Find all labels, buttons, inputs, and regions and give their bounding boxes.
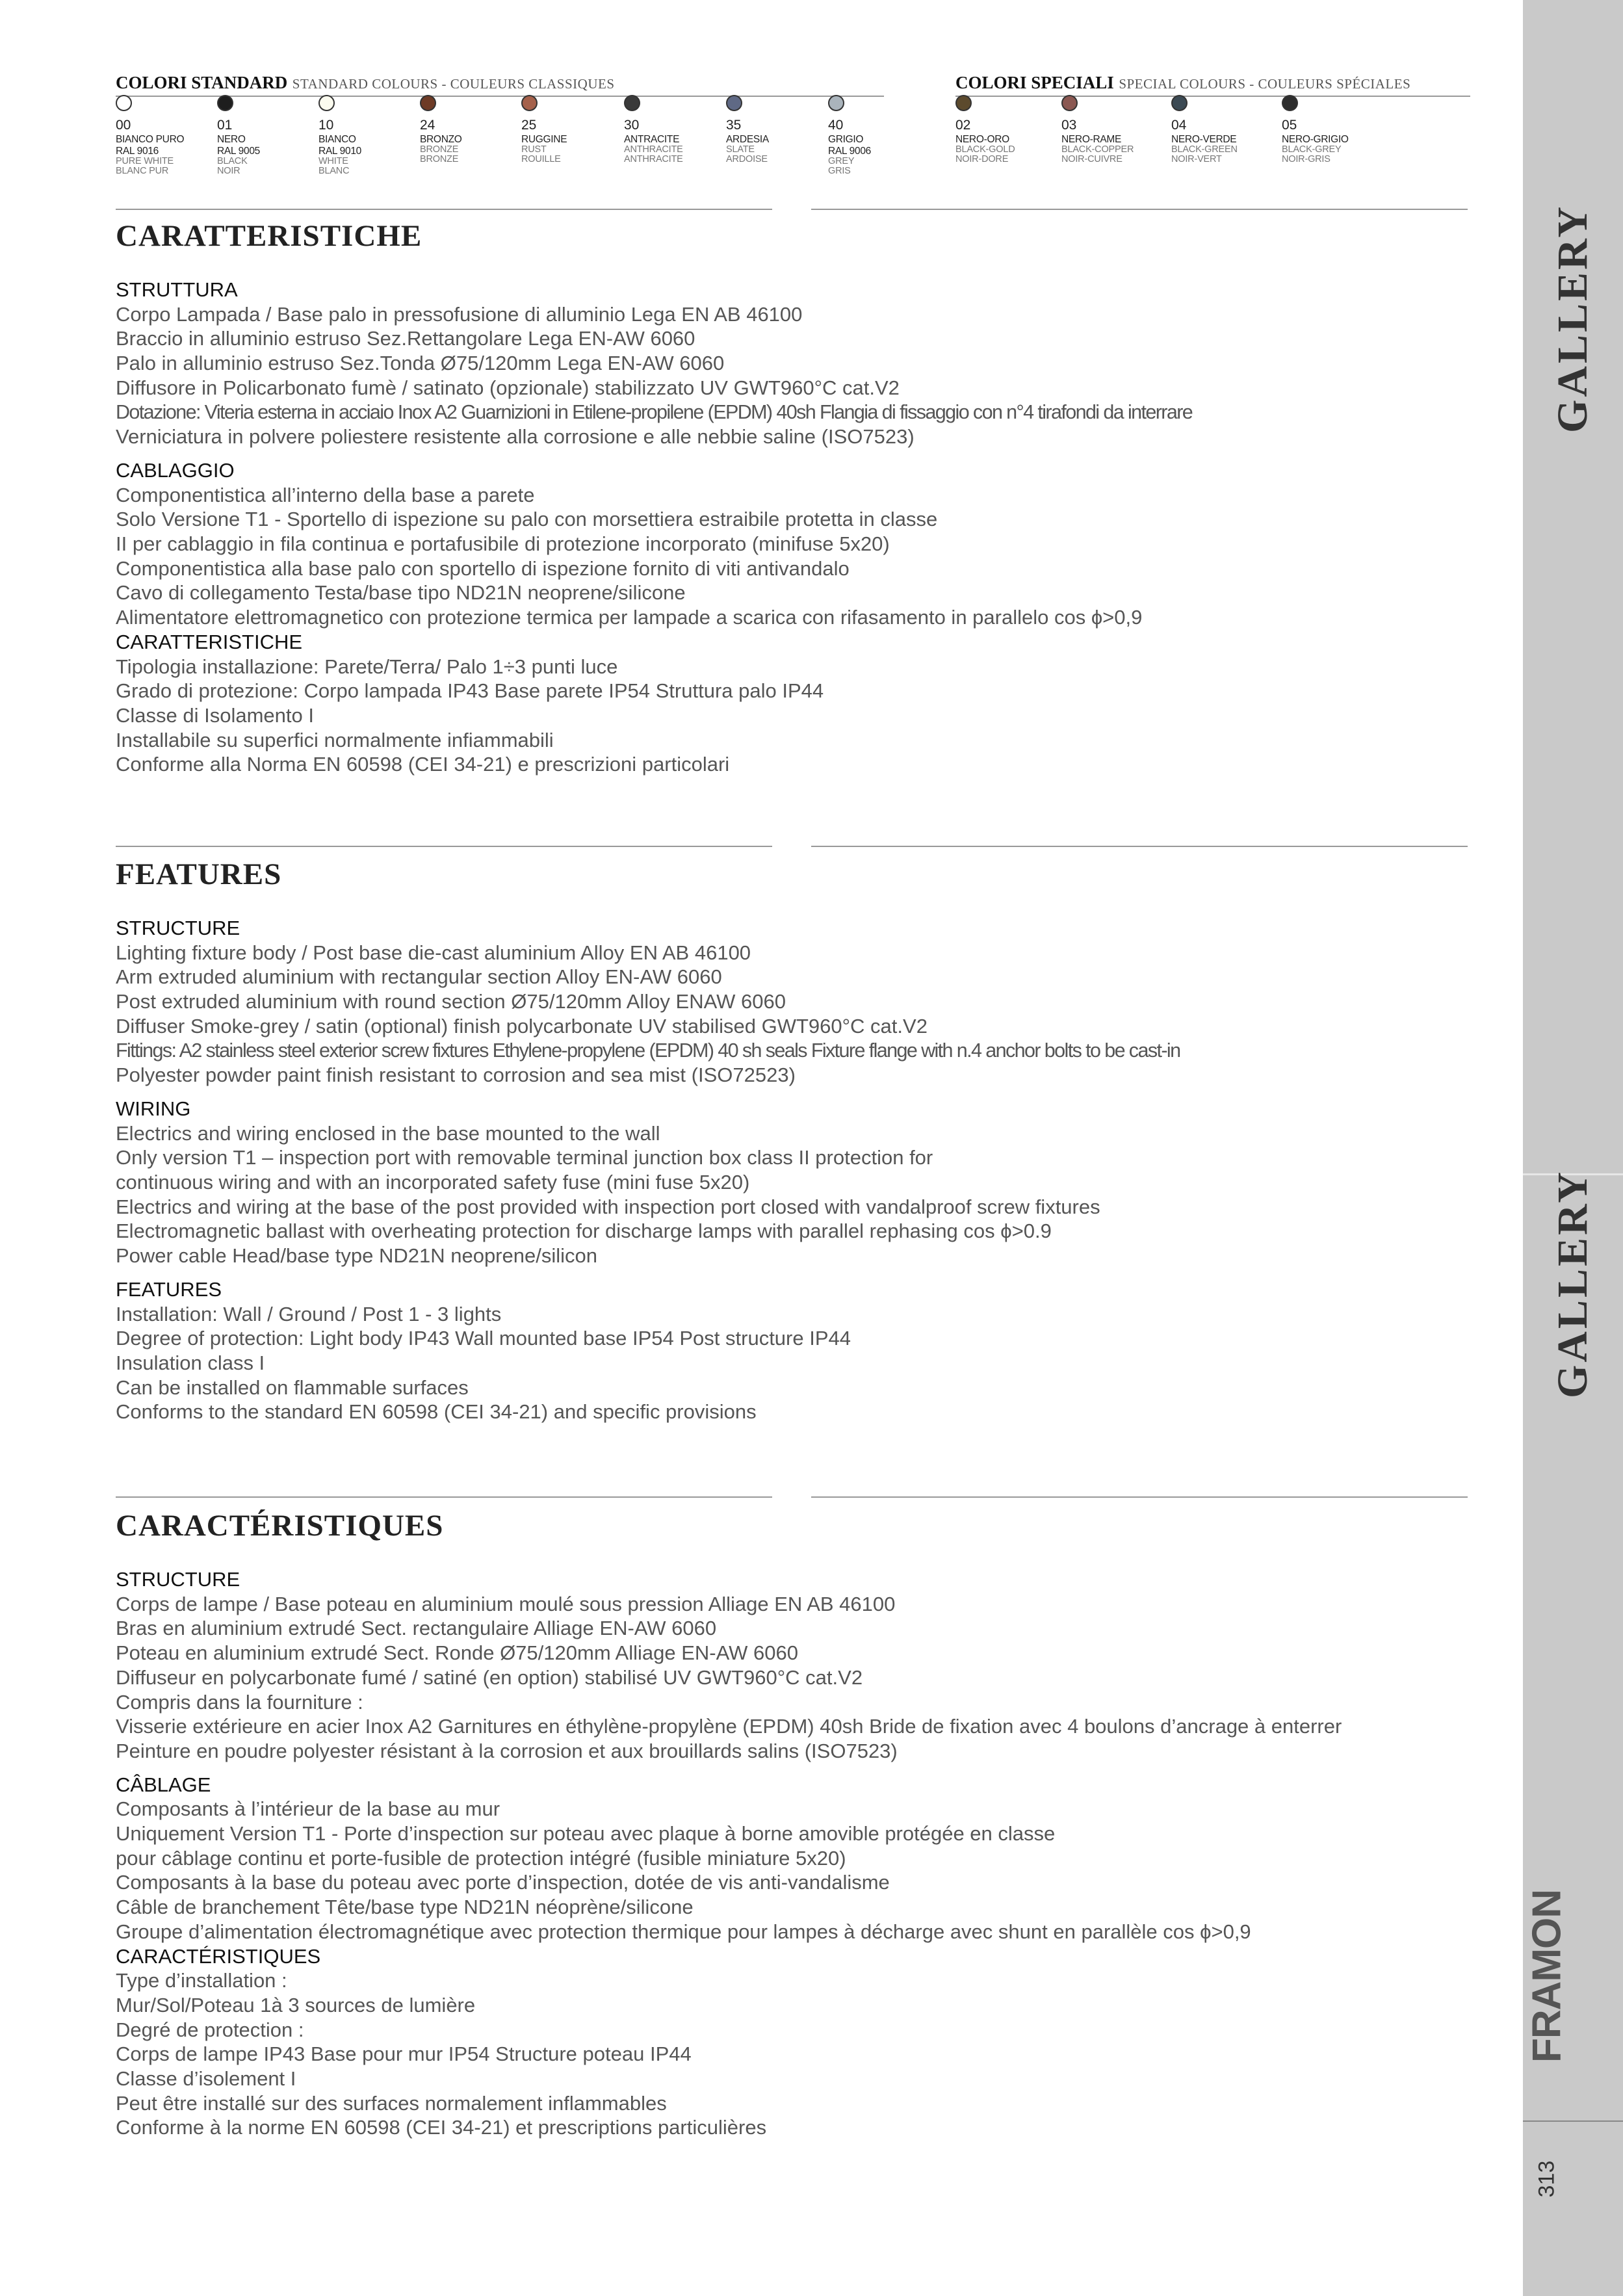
text-line: Compris dans la fourniture :	[116, 1690, 363, 1714]
colour-name-fr: ANTHRACITE	[624, 154, 683, 164]
text-line: Mur/Sol/Poteau 1à 3 sources de lumière	[116, 1993, 476, 2016]
colour-ral: RAL 9016	[116, 146, 159, 157]
page-number-divider	[1523, 2120, 1623, 2122]
colour-swatch-00	[116, 95, 217, 176]
text-line: Componentistica alla base palo con sportello di ispezione fornito di viti antivandalo	[116, 556, 850, 580]
special-colours-subtitle: SPECIAL COLOURS - COULEURS SPÉCIALES	[1119, 76, 1411, 92]
text-line: Electromagnetic ballast with overheating protection for discharge lamps with parallel rephasing cos ϕ>0.9	[116, 1220, 1052, 1243]
section-title-en: FEATURES	[116, 857, 282, 891]
colour-name-en: BLACK-COPPER	[1061, 144, 1134, 155]
text-line: Only version T1 – inspection port with removable terminal junction box class II protection for	[116, 1146, 933, 1169]
colour-code: 40	[828, 118, 844, 133]
text-line: Corpo Lampada / Base palo in pressofusione di alluminio Lega EN AB 46100	[116, 302, 803, 326]
colour-name: BIANCO	[318, 134, 356, 145]
text-line: Palo in alluminio estruso Sez.Tonda Ø75/120mm Lega EN-AW 6060	[116, 352, 725, 375]
text-line: II per cablaggio in fila continua e portafusibile di protezione incorporato (minifuse 5x20)	[116, 532, 890, 556]
text-line: Fittings: A2 stainless steel exterior screw fixtures Ethylene-propylene (EPDM) 40 sh seals Fixture flange with n.4 anchor bolts to be cast-in	[116, 1039, 1180, 1062]
colour-dot	[217, 95, 233, 111]
subheading: CARATTERISTICHE	[116, 630, 303, 653]
section-body-it	[116, 278, 1507, 777]
text-line: Electrics and wiring at the base of the post provided with inspection port closed with vandalproof screw fixtures	[116, 1195, 1100, 1218]
text-line: Dotazione: Viteria esterna in acciaio Inox A2 Guarnizioni in Etilene-propilene (EPDM) 40sh Flangia di fissaggio con n°4 tirafondi da interrare	[116, 400, 1193, 423]
section-title-it: CARATTERISTICHE	[116, 219, 422, 253]
colour-ral: RAL 9006	[828, 146, 871, 157]
subheading: WIRING	[116, 1097, 191, 1120]
colour-name-fr: GRIS	[828, 166, 851, 176]
standard-colours-subtitle: STANDARD COLOURS - COULEURS CLASSIQUES	[292, 76, 615, 92]
text-line: Solo Versione T1 - Sportello di ispezione su palo con morsettiera estraibile protetta in classe	[116, 508, 938, 531]
subheading: CÂBLAGE	[116, 1773, 211, 1796]
text-line: Composants à la base du poteau avec porte d’inspection, dotée de vis anti-vandalisme	[116, 1871, 890, 1894]
text-line: Degree of protection: Light body IP43 Wall mounted base IP54 Post structure IP44	[116, 1327, 851, 1350]
colour-name-en: BRONZE	[420, 144, 459, 155]
colour-name-fr: BLANC PUR	[116, 166, 169, 176]
colour-name: BIANCO PURO	[116, 134, 185, 145]
colour-dot	[1171, 95, 1188, 111]
text-line: Diffusore in Policarbonato fumè / satinato (opzionale) stabilizzato UV GWT960°C cat.V2	[116, 376, 900, 399]
section-body-en	[116, 916, 1507, 1424]
section-rule	[811, 209, 1468, 210]
page-number-text: 313	[1534, 2160, 1559, 2198]
colour-dot	[624, 95, 640, 111]
text-line: Peut être installé sur des surfaces normalement inflammables	[116, 2091, 667, 2115]
colour-name: ANTRACITE	[624, 134, 680, 145]
colour-swatch-03	[1061, 95, 1163, 164]
text-line: Type d’installation :	[116, 1969, 287, 1992]
colour-ral: RAL 9005	[217, 146, 260, 157]
text-line: Peinture en poudre polyester résistant à la corrosion et aux brouillards salins (ISO7523)	[116, 1739, 898, 1762]
colour-code: 10	[318, 118, 334, 133]
colour-dot	[1061, 95, 1078, 111]
text-line: Lighting fixture body / Post base die-cast aluminium Alloy EN AB 46100	[116, 941, 751, 964]
colour-dot	[1282, 95, 1298, 111]
colour-name-en: WHITE	[318, 156, 348, 166]
colour-dot	[318, 95, 335, 111]
text-line: Conforms to the standard EN 60598 (CEI 34-21) and specific provisions	[116, 1400, 757, 1424]
colour-ral: RAL 9010	[318, 146, 361, 157]
section-rule	[116, 846, 772, 847]
text-line: Groupe d’alimentation électromagnétique avec protection thermique pour lampes à décharge avec shunt en parallèle cos ϕ>0,9	[116, 1920, 1251, 1943]
colour-name-fr: BLANC	[318, 166, 350, 176]
colour-name: ARDESIA	[726, 134, 769, 145]
brand-logo-text: FRAMON	[1524, 1889, 1570, 2063]
text-line: Power cable Head/base type ND21N neoprene/silicon	[116, 1244, 597, 1268]
colour-name-fr: NOIR-GRIS	[1282, 154, 1331, 164]
colour-code: 02	[955, 118, 971, 133]
colour-name: BRONZO	[420, 134, 462, 145]
section-title-fr: CARACTÉRISTIQUES	[116, 1509, 444, 1543]
text-line: Polyester powder paint finish resistant to corrosion and sea mist (ISO72523)	[116, 1063, 796, 1087]
text-line: Tipologia installazione: Parete/Terra/ Palo 1÷3 punti luce	[116, 655, 618, 678]
colour-name-en: BLACK-GREY	[1282, 144, 1342, 155]
colour-name-en: GREY	[828, 156, 855, 166]
text-line: Uniquement Version T1 - Porte d’inspection sur poteau avec plaque à borne amovible protégée en classe	[116, 1822, 1056, 1846]
subheading: FEATURES	[116, 1277, 222, 1301]
colour-dot	[116, 95, 132, 111]
text-line: Conforme alla Norma EN 60598 (CEI 34-21) e prescrizioni particolari	[116, 753, 730, 776]
colour-dot	[521, 95, 538, 111]
colour-name-en: BLACK-GREEN	[1171, 144, 1238, 155]
text-line: Corps de lampe / Base poteau en aluminium moulé sous pression Alliage EN AB 46100	[116, 1592, 896, 1615]
colour-code: 04	[1171, 118, 1187, 133]
colour-swatch-30	[624, 95, 725, 164]
colour-swatch-04	[1171, 95, 1273, 164]
gallery-tab-label: GALLERY	[1549, 1169, 1596, 1399]
colour-name-fr: ARDOISE	[726, 154, 768, 164]
colour-swatch-02	[955, 95, 1057, 164]
colour-dot	[420, 95, 436, 111]
colour-swatch-25	[521, 95, 623, 164]
text-line: Composants à l’intérieur de la base au mur	[116, 1797, 500, 1821]
subheading: CARACTÉRISTIQUES	[116, 1944, 321, 1968]
colour-dot	[726, 95, 742, 111]
text-line: Bras en aluminium extrudé Sect. rectangulaire Alliage EN-AW 6060	[116, 1617, 717, 1640]
text-line: Classe di Isolamento I	[116, 703, 314, 727]
text-line: Braccio in alluminio estruso Sez.Rettangolare Lega EN-AW 6060	[116, 327, 695, 350]
text-line: Conforme à la norme EN 60598 (CEI 34-21) et prescriptions particulières	[116, 2116, 767, 2139]
standard-colours-heading	[116, 73, 615, 93]
text-line: Installation: Wall / Ground / Post 1 - 3 lights	[116, 1302, 502, 1325]
text-line: continuous wiring and with an incorporated safety fuse (mini fuse 5x20)	[116, 1171, 750, 1194]
text-line: Grado di protezione: Corpo lampada IP43 Base parete IP54 Struttura palo IP44	[116, 679, 824, 703]
subheading: STRUTTURA	[116, 278, 238, 301]
text-line: Corps de lampe IP43 Base pour mur IP54 Structure poteau IP44	[116, 2042, 692, 2066]
subheading: CABLAGGIO	[116, 458, 235, 482]
colour-name-en: PURE WHITE	[116, 156, 174, 166]
colour-name-fr: BRONZE	[420, 154, 459, 164]
section-rule	[811, 846, 1468, 847]
colour-dot	[955, 95, 972, 111]
text-line: Cavo di collegamento Testa/base tipo ND21N neoprene/silicone	[116, 581, 686, 605]
text-line: Componentistica all’interno della base a parete	[116, 483, 535, 506]
section-rule	[811, 1496, 1468, 1498]
text-line: Insulation class I	[116, 1351, 265, 1374]
colour-name: GRIGIO	[828, 134, 864, 145]
text-line: Verniciatura in polvere poliestere resistente alla corrosione e alle nebbie saline (ISO7523)	[116, 425, 915, 449]
colour-code: 00	[116, 118, 131, 133]
colour-name-en: BLACK	[217, 156, 248, 166]
text-line: Can be installed on flammable surfaces	[116, 1376, 469, 1399]
subheading: STRUCTURE	[116, 917, 240, 939]
special-colours-heading	[955, 73, 1410, 93]
colour-name-fr: NOIR-DORE	[955, 154, 1009, 164]
text-line: Visserie extérieure en acier Inox A2 Garnitures en éthylène-propylène (EPDM) 40sh Bride de fixation avec 4 boulons d’ancrage à enterrer	[116, 1715, 1342, 1738]
text-line: Degré de protection :	[116, 2018, 304, 2041]
colour-name-fr: ROUILLE	[521, 154, 561, 164]
colour-swatch-10	[318, 95, 420, 176]
colour-name: NERO-GRIGIO	[1282, 134, 1349, 145]
text-line: Diffuseur en polycarbonate fumé / satiné (en option) stabilisé UV GWT960°C cat.V2	[116, 1665, 863, 1689]
text-line: Post extruded aluminium with round section Ø75/120mm Alloy ENAW 6060	[116, 990, 786, 1013]
text-line: Installabile su superfici normalmente infiammabili	[116, 728, 554, 751]
colour-name: NERO-ORO	[955, 134, 1009, 145]
section-rule	[116, 1496, 772, 1498]
colour-code: 01	[217, 118, 233, 133]
colour-name: RUGGINE	[521, 134, 567, 145]
colour-name-en: BLACK-GOLD	[955, 144, 1015, 155]
text-line: Poteau en aluminium extrudé Sect. Ronde Ø75/120mm Alliage EN-AW 6060	[116, 1641, 798, 1665]
colour-code: 03	[1061, 118, 1077, 133]
colour-name-en: SLATE	[726, 144, 755, 155]
colour-swatch-05	[1282, 95, 1383, 164]
colour-code: 25	[521, 118, 537, 133]
text-line: Alimentatore elettromagnetico con protezione termica per lampade a scarica con rifasamento in parallelo cos ϕ>0,9	[116, 606, 1143, 629]
colour-swatch-24	[420, 95, 521, 164]
subheading: STRUCTURE	[116, 1568, 240, 1591]
text-line: pour câblage continu et porte-fusible de protection intégré (fusible miniature 5x20)	[116, 1846, 846, 1870]
colour-name: NERO	[217, 134, 246, 145]
text-line: Electrics and wiring enclosed in the base mounted to the wall	[116, 1121, 660, 1145]
text-line: Classe d’isolement I	[116, 2067, 296, 2091]
colour-swatch-01	[217, 95, 318, 176]
text-line: Diffuser Smoke-grey / satin (optional) finish polycarbonate UV stabilised GWT960°C cat.V2	[116, 1014, 928, 1037]
colour-dot	[828, 95, 844, 111]
colour-name: NERO-RAME	[1061, 134, 1122, 145]
colour-swatch-40	[828, 95, 929, 176]
text-line: Câble de branchement Tête/base type ND21N néoprène/silicone	[116, 1896, 694, 1919]
colour-name: NERO-VERDE	[1171, 134, 1237, 145]
colour-name-en: RUST	[521, 144, 547, 155]
special-colours-title: COLORI SPECIALI	[955, 73, 1114, 92]
section-body-fr	[116, 1567, 1507, 2140]
section-rule	[116, 209, 772, 210]
text-line: Arm extruded aluminium with rectangular section Alloy EN-AW 6060	[116, 965, 722, 989]
colour-code: 30	[624, 118, 640, 133]
colour-swatch-35	[726, 95, 827, 164]
colour-code: 35	[726, 118, 742, 133]
colour-code: 24	[420, 118, 435, 133]
standard-colours-title: COLORI STANDARD	[116, 73, 288, 92]
colour-code: 05	[1282, 118, 1297, 133]
colour-name-fr: NOIR-VERT	[1171, 154, 1222, 164]
colour-name-fr: NOIR-CUIVRE	[1061, 154, 1123, 164]
colour-name-en: ANTHRACITE	[624, 144, 683, 155]
gallery-tab-label: GALLERY	[1549, 203, 1596, 434]
colour-name-fr: NOIR	[217, 166, 240, 176]
